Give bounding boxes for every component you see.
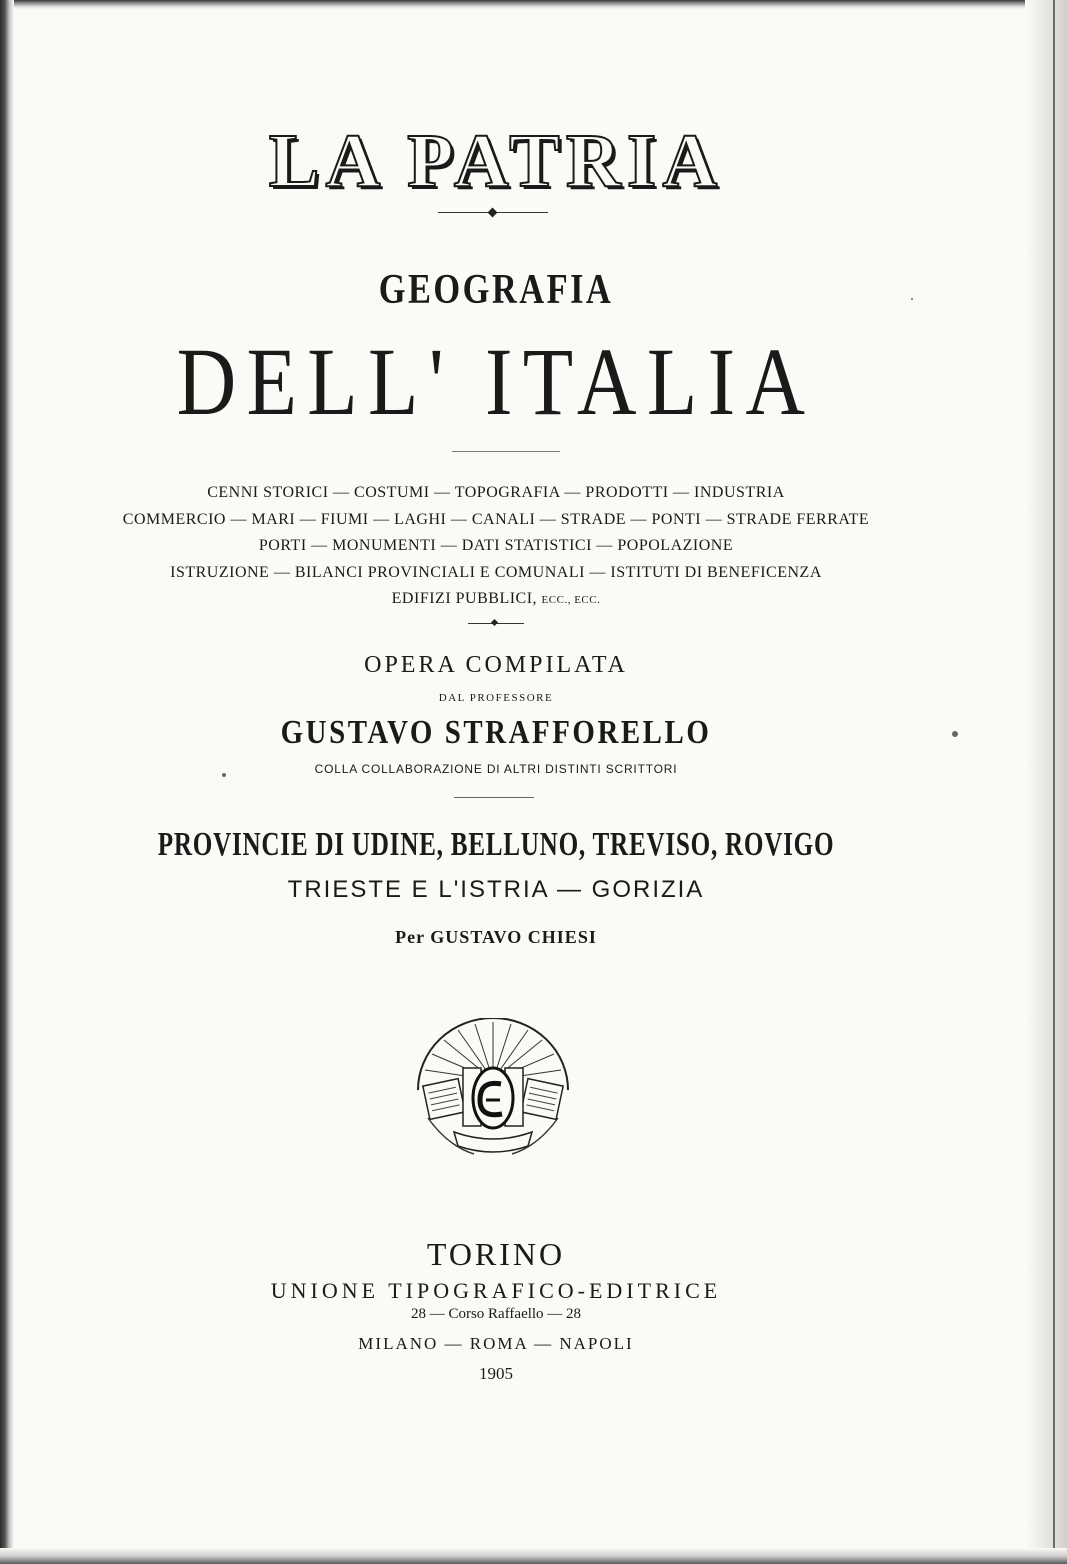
- section-rule: [454, 797, 534, 798]
- ink-speck: [952, 731, 958, 737]
- author-name: GUSTAVO STRAFFORELLO: [280, 714, 712, 751]
- title-line-2: DELL' ITALIA: [176, 328, 816, 435]
- ink-speck: [911, 298, 913, 300]
- topics-last: EDIFIZI PUBBLICI,: [391, 590, 538, 607]
- page-edge-right: [1025, 0, 1067, 1564]
- topics-line-2: COMMERCIO — MARI — FIUMI — LAGHI — CANALI — STRADE — PONTI — STRADE FERRATE: [122, 511, 870, 528]
- page-edge-line: [1053, 0, 1055, 1564]
- page-edge-left: [0, 0, 14, 1564]
- topics-line-4: ISTRUZIONE — BILANCI PROVINCIALI E COMUNALI — ISTITUTI DI BENEFICENZA: [170, 564, 822, 581]
- dal-professore: DAL PROFESSORE: [438, 692, 554, 704]
- imprint-year: 1905: [479, 1364, 513, 1383]
- topics-etc: ECC., ECC.: [541, 594, 601, 606]
- title-rule: [452, 451, 560, 452]
- page-edge-top: [0, 0, 1067, 10]
- imprint-publisher: UNIONE TIPOGRAFICO-EDITRICE: [270, 1278, 722, 1303]
- collaboration-note: COLLA COLLABORAZIONE DI ALTRI DISTINTI SCRITTORI: [314, 762, 678, 776]
- opera-label: OPERA COMPILATA: [364, 652, 628, 678]
- ornament-diamond: [488, 208, 498, 218]
- volume-title: PROVINCIE DI UDINE, BELLUNO, TREVISO, ROVIGO: [157, 826, 835, 863]
- imprint-branches: MILANO — ROMA — NAPOLI: [358, 1334, 634, 1353]
- page-edge-bottom: [0, 1548, 1067, 1564]
- volume-author: Per GUSTAVO CHIESI: [395, 927, 597, 947]
- imprint-address: 28 — Corso Raffaello — 28: [410, 1306, 582, 1322]
- topics-line-5: [0, 590, 992, 608]
- ornament-diamond: [491, 619, 498, 626]
- title-line-1: GEOGRAFIA: [378, 267, 614, 313]
- publisher-emblem: [408, 1018, 578, 1168]
- topics-line-1: CENNI STORICI — COSTUMI — TOPOGRAFIA — PRODOTTI — INDUSTRIA: [207, 484, 785, 501]
- topics-line-3: PORTI — MONUMENTI — DATI STATISTICI — POPOLAZIONE: [258, 537, 734, 554]
- imprint-city: TORINO: [426, 1236, 566, 1272]
- volume-subtitle: TRIESTE E L'ISTRIA — GORIZIA: [287, 876, 705, 903]
- series-title: LA PATRIA: [268, 119, 724, 203]
